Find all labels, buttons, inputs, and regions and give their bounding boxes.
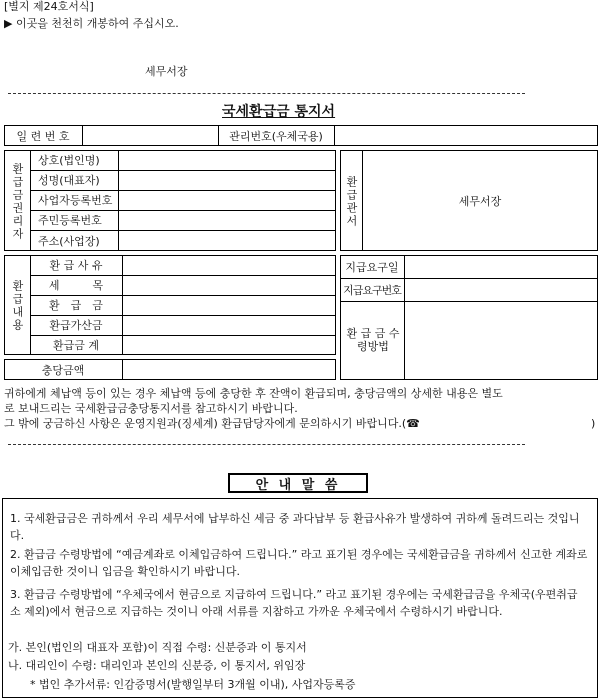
- form-number: [별지 제24호서식]: [4, 0, 94, 13]
- refund-office-side-label: 환급관서: [345, 176, 358, 228]
- guide-title: 안 내 말 씀: [255, 477, 341, 493]
- receipt-method-label: 환 급 금 수령방법: [346, 327, 400, 353]
- cut-line-top: [8, 93, 525, 94]
- guide-item-3: 3. 환급금 수령방법에 “우체국에서 현금으로 지급하여 드립니다.” 라고 표기된 경우에는 국세환급금을 우체국(우편취급소 제외)에서 현금으로 지급하는 것이니 아래 서류를 지참하고 가까운 우체국에서 수령하시기 바랍니다.: [10, 588, 578, 618]
- guide-item-1: 1. 국세환급금은 귀하께서 우리 세무서에 납부하신 세금 중 과다납부 등 환급사유가 발생하여 귀하께 돌려드리는 것입니다.: [10, 512, 580, 542]
- field-refund-reason: 환 급 사 유: [49, 259, 103, 272]
- field-representative: 성명(대표자): [38, 174, 100, 187]
- field-address: 주소(사업장): [38, 234, 100, 248]
- notice-line-2: 로 보내드리는 국세환급금충당통지서를 참고하시기 바랍니다.: [4, 402, 298, 415]
- sender-label: 세무서장: [145, 65, 188, 78]
- notice-line-3-wrap: [4, 416, 598, 431]
- refund-details-side-label: 환급내용: [11, 280, 24, 332]
- field-company-name: 상호(법인명): [38, 154, 100, 167]
- mgmt-label: 관리번호(우체국용): [229, 129, 323, 143]
- notice-text: [4, 386, 598, 431]
- serial-label: 일 련 번 호: [16, 129, 70, 143]
- refund-office-value: 세무서장: [458, 194, 502, 208]
- guide-sub-b: 나. 대리인이 수령: 대리인과 본인의 신분증, 이 통지서, 위임장: [8, 659, 306, 672]
- field-refund-total: 환급금 계: [52, 339, 99, 352]
- rights-holder-side-label: 환급금권리자: [11, 162, 24, 241]
- notice-line-3-end: ): [591, 417, 596, 430]
- guide-sub-a: 가. 본인(법인의 대표자 포함)이 직접 수령: 신분증과 이 통지서: [8, 641, 307, 654]
- guide-sub-note: * 법인 추가서류: 인감증명서(발행일부터 3개월 이내), 사업자등록증: [30, 678, 356, 691]
- cut-line-bottom: [8, 444, 525, 445]
- guide-item-2: 2. 환급금 수령방법에 “예금계좌로 이체입금하여 드립니다.” 라고 표기된 경우에는 국세환급금을 귀하께서 신고한 계좌로 이체입금한 것이니 입금을 확인하시기 바랍니다.: [10, 548, 588, 578]
- field-business-reg-no: 사업자등록번호: [38, 194, 113, 207]
- page-title: 국세환급금 통지서: [222, 104, 336, 120]
- offset-label: 충당금액: [41, 363, 85, 377]
- field-resident-reg-no: 주민등록번호: [38, 214, 102, 227]
- claim-no-label: 지급요구번호: [343, 283, 401, 297]
- claim-date-label: 지급요구일: [345, 260, 399, 274]
- open-notice: ▶ 이곳을 천천히 개봉하여 주십시오.: [4, 17, 179, 30]
- field-refund-interest: 환급가산금: [49, 319, 103, 332]
- notice-line-1: 귀하에게 체납액 등이 있는 경우 체납액 등에 충당한 후 잔액이 환급되며, 충당금액의 상세한 내용은 별도: [4, 387, 503, 400]
- notice-line-3: 그 밖에 궁금하신 사항은 운영지원과(징세계) 환급담당자에게 문의하시기 바랍니다.(☎: [4, 417, 420, 430]
- field-refund-amount: 환 급 금: [49, 299, 103, 312]
- field-tax-item: 세 목: [48, 279, 104, 292]
